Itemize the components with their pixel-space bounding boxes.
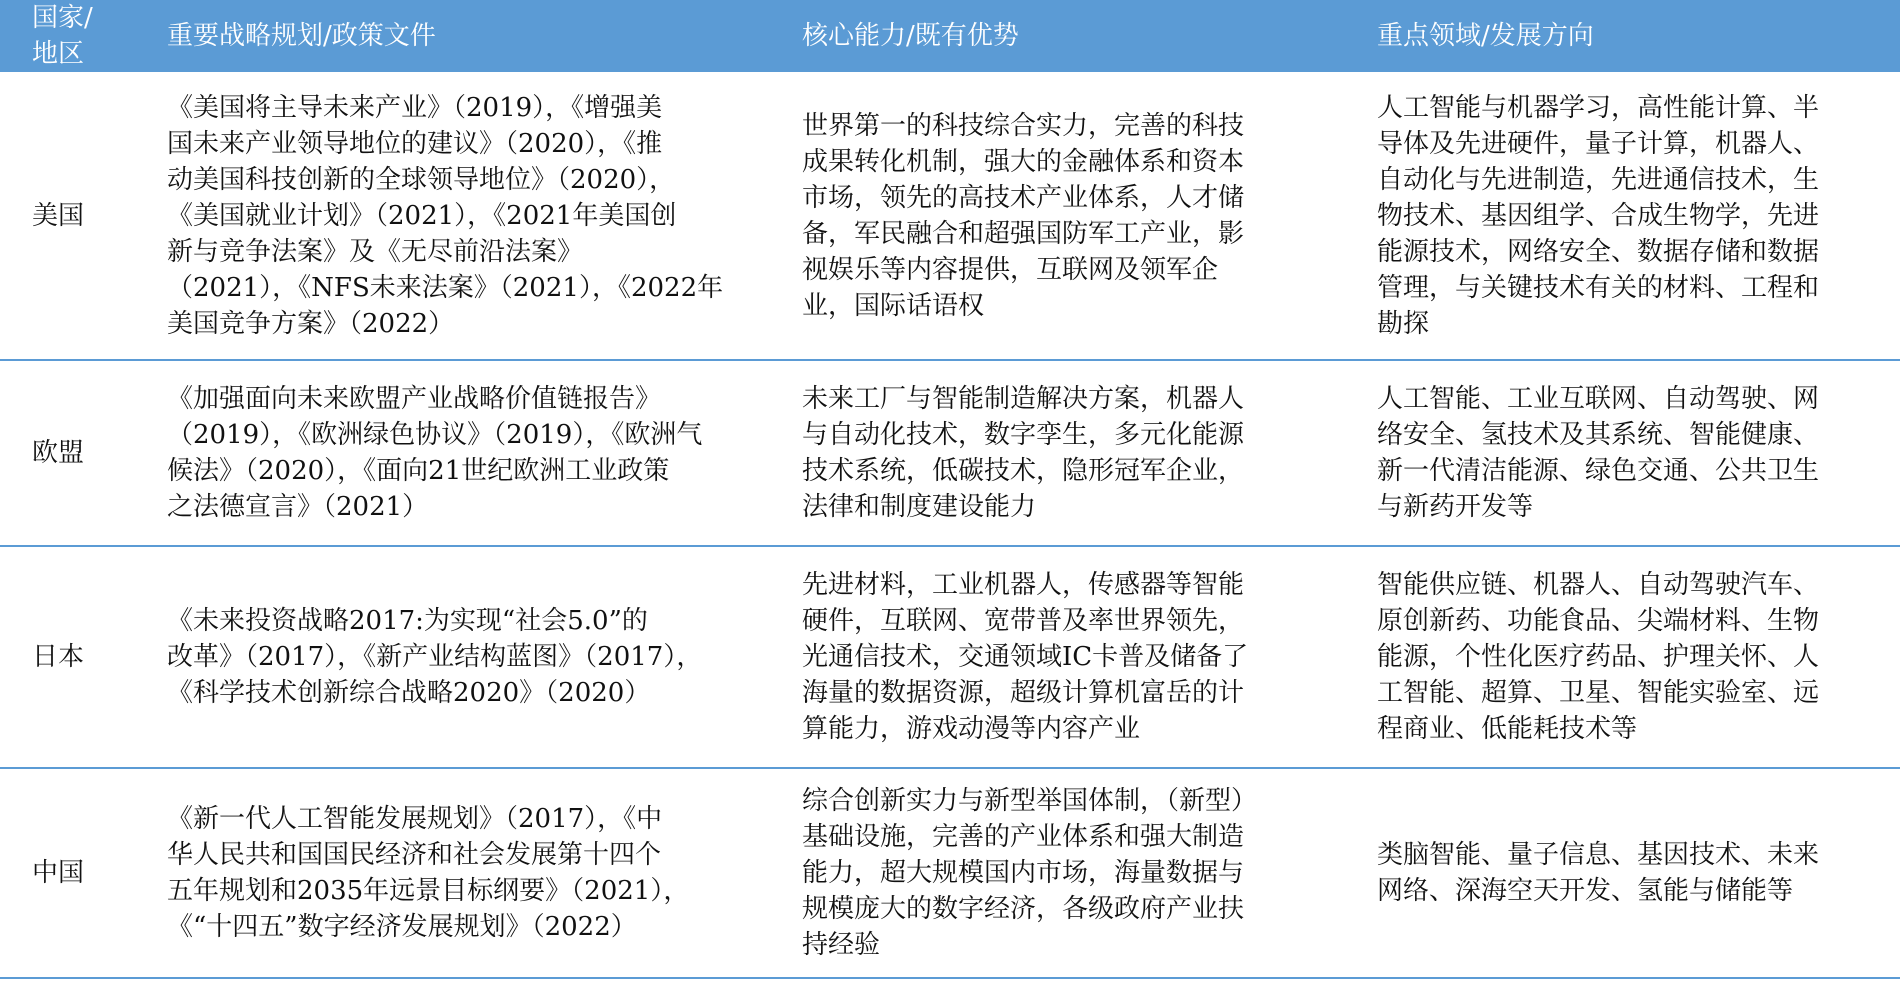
capability-cell: 世界第一的科技综合实力，完善的科技 成果转化机制，强大的金融体系和资本 市场，领先的高技术产业体系，人才储 备，军民融合和超强国防军工产业，影 视娱乐等内容提供，互联网及领军企 业，国际话语权: [770, 72, 1345, 360]
region-cell: 日本: [0, 546, 135, 768]
focus-cell: 人工智能与机器学习，高性能计算、半 导体及先进硬件，量子计算，机器人、 自动化与先进制造，先进通信技术，生 物技术、基因组学、合成生物学，先进 能源技术，网络安全、数据存储和数据 管理，与关键技术有关的材料、工程和 勘探: [1345, 72, 1900, 360]
focus-cell: 智能供应链、机器人、自动驾驶汽车、 原创新药、功能食品、尖端材料、生物 能源，个性化医疗药品、护理关怀、人 工智能、超算、卫星、智能实验室、远 程商业、低能耗技术等: [1345, 546, 1900, 768]
region-cell: 中国: [0, 768, 135, 978]
table-row: [0, 546, 1900, 768]
region-cell: 欧盟: [0, 360, 135, 546]
table-row: [0, 360, 1900, 546]
strategy-cell: 《未来投资战略2017:为实现“社会5.0”的 改革》（2017），《新产业结构蓝图》（2017）， 《科学技术创新综合战略2020》（2020）: [135, 546, 770, 768]
table-row: [0, 72, 1900, 360]
strategy-cell: 《新一代人工智能发展规划》（2017），《中 华人民共和国国民经济和社会发展第十四个 五年规划和2035年远景目标纲要》（2021）， 《“十四五”数字经济发展规划》（2022）: [135, 768, 770, 978]
focus-cell: 类脑智能、量子信息、基因技术、未来 网络、深海空天开发、氢能与储能等: [1345, 768, 1900, 978]
table-header-row: [0, 0, 1900, 72]
region-cell: 美国: [0, 72, 135, 360]
capability-cell: 先进材料，工业机器人，传感器等智能 硬件，互联网、宽带普及率世界领先， 光通信技术，交通领域IC卡普及储备了 海量的数据资源，超级计算机富岳的计 算能力，游戏动漫等内容产业: [770, 546, 1345, 768]
capability-cell: 综合创新实力与新型举国体制，（新型） 基础设施，完善的产业体系和强大制造 能力，超大规模国内市场，海量数据与 规模庞大的数字经济，各级政府产业扶 持经验: [770, 768, 1345, 978]
table-row: [0, 768, 1900, 978]
focus-cell: 人工智能、工业互联网、自动驾驶、网 络安全、氢技术及其系统、智能健康、 新一代清洁能源、绿色交通、公共卫生 与新药开发等: [1345, 360, 1900, 546]
header-strategy: 重要战略规划/政策文件: [167, 21, 436, 51]
capability-cell: 未来工厂与智能制造解决方案，机器人 与自动化技术，数字孪生，多元化能源 技术系统，低碳技术，隐形冠军企业， 法律和制度建设能力: [770, 360, 1345, 546]
header-capability: 核心能力/既有优势: [802, 21, 1019, 51]
header-focus: 重点领域/发展方向: [1377, 21, 1594, 51]
strategy-cell: 《加强面向未来欧盟产业战略价值链报告》 （2019），《欧洲绿色协议》（2019），《欧洲气 候法》（2020），《面向21世纪欧洲工业政策 之法德宣言》（2021）: [135, 360, 770, 546]
header-region: 国家/ 地区: [32, 3, 93, 69]
strategy-cell: 《美国将主导未来产业》（2019），《增强美 国未来产业领导地位的建议》（2020），《推 动美国科技创新的全球领导地位》（2020）， 《美国就业计划》（2021），《2021年美国创 新与竞争法案》及《无尽前沿法案》 （2021），《NFS未来法案》（2021），《2022年 美国竞争方案》（2022）: [135, 72, 770, 360]
